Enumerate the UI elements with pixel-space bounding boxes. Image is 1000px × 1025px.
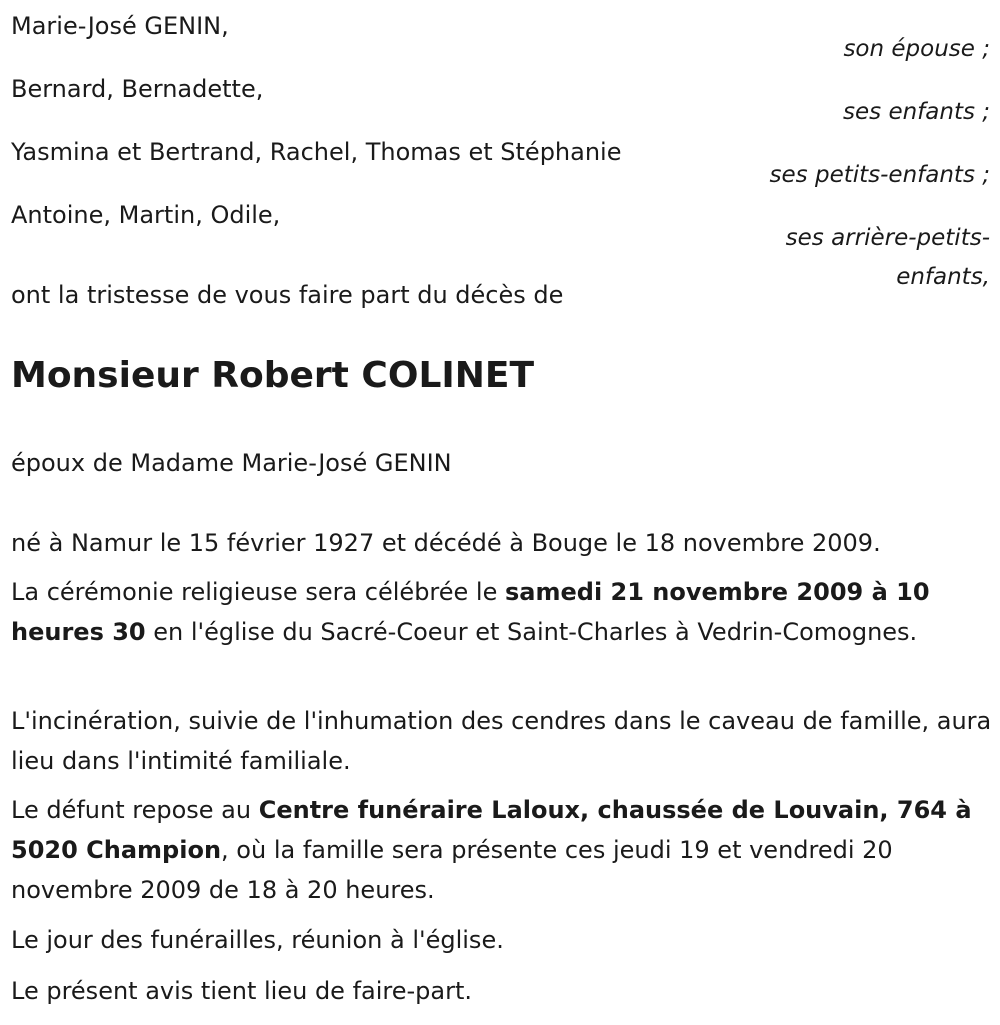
repose-paragraph [11, 790, 996, 910]
family-names-children: Bernard, Bernadette, [11, 75, 264, 103]
spouse-line: époux de Madame Marie-José GENIN [11, 449, 452, 477]
meeting-paragraph: Le jour des funérailles, réunion à l'église. [11, 926, 504, 954]
family-names-grandchildren: Yasmina et Bertrand, Rachel, Thomas et Stéphanie [11, 138, 622, 166]
family-role-spouse: son épouse ; [843, 36, 990, 62]
family-names-great-grandchildren: Antoine, Martin, Odile, [11, 201, 281, 229]
repose-text-post: , où la famille sera présente ces jeudi 19 et vendredi 20 novembre 2009 de 18 à 20 heures. [11, 836, 893, 904]
ceremony-paragraph [11, 572, 996, 652]
deceased-name: Monsieur Robert COLINET [11, 355, 535, 396]
cremation-paragraph: L'incinération, suivie de l'inhumation des cendres dans le caveau de famille, aura lieu dans l'intimité familiale. [11, 707, 992, 775]
family-role-grandchildren: ses petits-enfants ; [769, 162, 990, 188]
announcement-intro: ont la tristesse de vous faire part du décès de [11, 281, 564, 309]
family-role-great-grandchildren: ses arrière-petits-enfants, [785, 225, 990, 290]
funeral-home-address: Centre funéraire Laloux, chaussée de Louvain, 764 à 5020 Champion [11, 796, 972, 864]
repose-text-pre: Le défunt repose au [11, 796, 259, 824]
ceremony-date: samedi 21 novembre 2009 à 10 heures 30 [11, 578, 930, 646]
ceremony-text-post: en l'église du Sacré-Coeur et Saint-Charles à Vedrin-Comognes. [145, 618, 918, 646]
family-names-spouse: Marie-José GENIN, [11, 12, 229, 40]
ceremony-text-pre: La cérémonie religieuse sera célébrée le [11, 578, 505, 606]
birth-death-paragraph: né à Namur le 15 février 1927 et décédé à Bouge le 18 novembre 2009. [11, 529, 881, 557]
notice-paragraph: Le présent avis tient lieu de faire-part. [11, 977, 473, 1005]
family-role-children: ses enfants ; [843, 99, 990, 125]
